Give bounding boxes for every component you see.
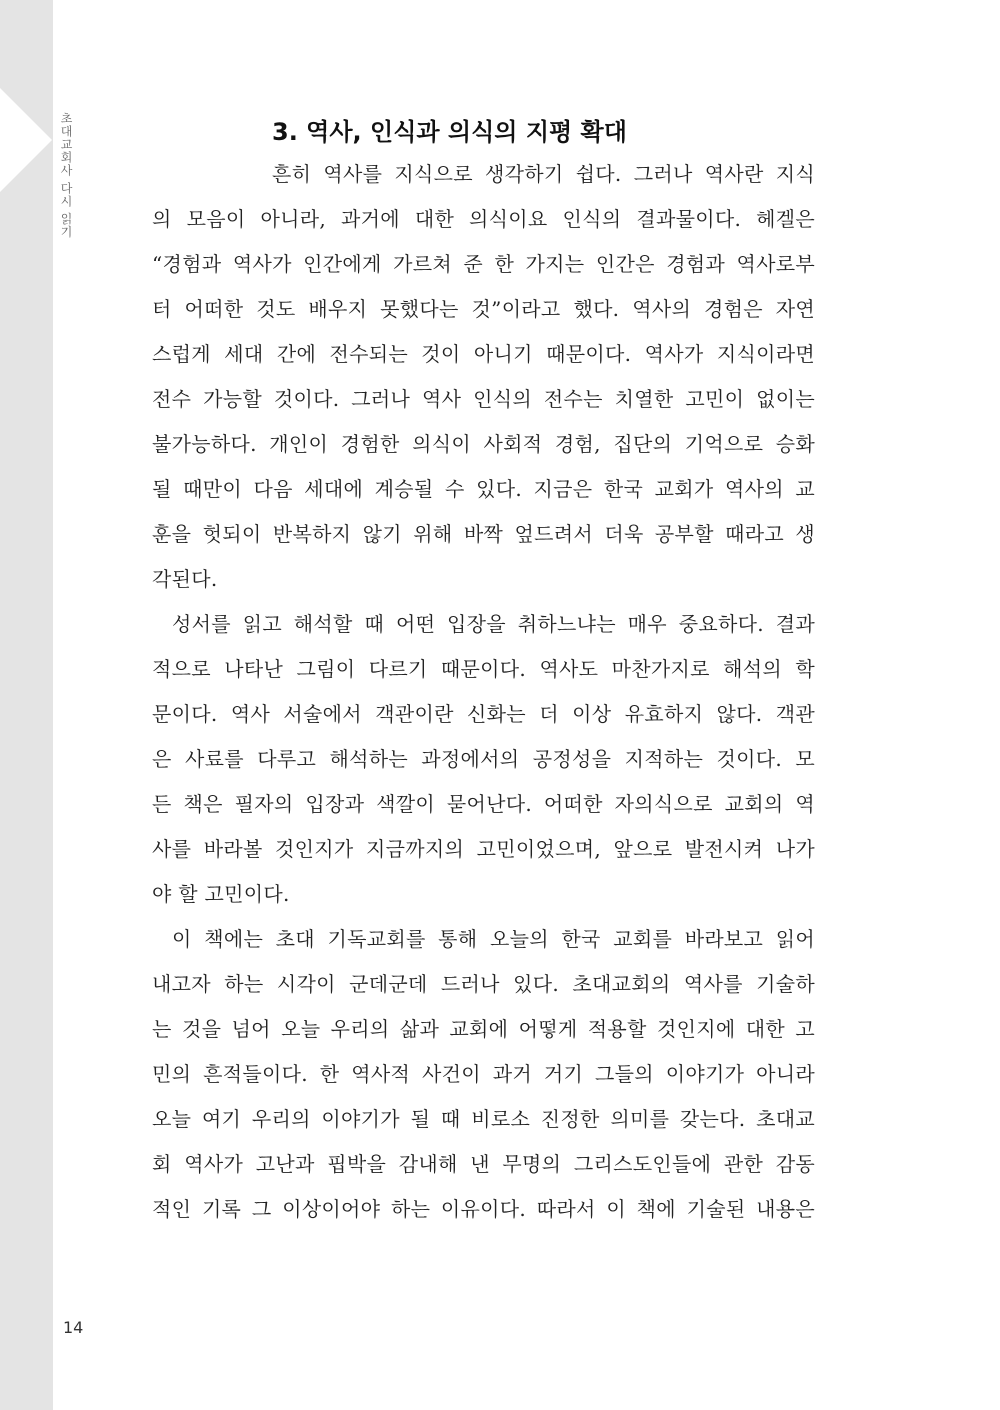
text-line: 은 사료를 다루고 해석하는 과정에서의 공정성을 지적하는 것이다. 모 bbox=[152, 747, 815, 771]
text-line: 야 할 고민이다. bbox=[152, 882, 290, 906]
text-line: 성서를 읽고 해석할 때 어떤 입장을 취하느냐는 매우 중요하다. 결과 bbox=[172, 612, 815, 636]
text-line: 스럽게 세대 간에 전수되는 것이 아니기 때문이다. 역사가 지식이라면 bbox=[152, 342, 815, 366]
text-line: 될 때만이 다음 세대에 계승될 수 있다. 지금은 한국 교회가 역사의 교 bbox=[152, 477, 815, 501]
text-line: 사를 바라볼 것인지가 지금까지의 고민이었으며, 앞으로 발전시켜 나가 bbox=[152, 837, 815, 861]
text-line: 문이다. 역사 서술에서 객관이란 신화는 더 이상 유효하지 않다. 객관 bbox=[152, 702, 815, 726]
text-line: 회 역사가 고난과 핍박을 감내해 낸 무명의 그리스도인들에 관한 감동 bbox=[152, 1152, 815, 1176]
text-line: 적으로 나타난 그림이 다르기 때문이다. 역사도 마찬가지로 해석의 학 bbox=[152, 657, 815, 681]
corner-tab-decoration bbox=[0, 88, 52, 192]
page-body bbox=[152, 112, 815, 1232]
text-line: 오늘 여기 우리의 이야기가 될 때 비로소 진정한 의미를 갖는다. 초대교 bbox=[152, 1107, 815, 1131]
page-number: 14 bbox=[63, 1318, 84, 1337]
text-line: 의 모음이 아니라, 과거에 대한 의식이요 인식의 결과물이다. 헤겔은 bbox=[152, 207, 815, 231]
text-line: 이 책에는 초대 기독교회를 통해 오늘의 한국 교회를 바라보고 읽어 bbox=[172, 927, 815, 951]
text-line: 각된다. bbox=[152, 567, 218, 591]
section-title: 3. 역사, 인식과 의식의 지평 확대 bbox=[272, 118, 627, 146]
text-line: 적인 기록 그 이상이어야 하는 이유이다. 따라서 이 책에 기술된 내용은 bbox=[152, 1197, 815, 1221]
text-line: 내고자 하는 시각이 군데군데 드러나 있다. 초대교회의 역사를 기술하 bbox=[152, 972, 815, 996]
margin-band bbox=[0, 0, 53, 1410]
paragraph-1 bbox=[152, 152, 815, 602]
text-line: “경험과 역사가 인간에게 가르쳐 준 한 가지는 인간은 경험과 역사로부 bbox=[152, 252, 815, 276]
text-line: 민의 흔적들이다. 한 역사적 사건이 과거 거기 그들의 이야기가 아니라 bbox=[152, 1062, 815, 1086]
text-line: 훈을 헛되이 반복하지 않기 위해 바짝 엎드려서 더욱 공부할 때라고 생 bbox=[152, 522, 815, 546]
text-line: 흔히 역사를 지식으로 생각하기 쉽다. 그러나 역사란 지식 bbox=[272, 162, 815, 186]
text-line: 불가능하다. 개인이 경험한 의식이 사회적 경험, 집단의 기억으로 승화 bbox=[152, 432, 815, 456]
text-line: 는 것을 넘어 오늘 우리의 삶과 교회에 어떻게 적용할 것인지에 대한 고 bbox=[152, 1017, 815, 1041]
running-title: 초대교회사 다시 읽기 bbox=[59, 112, 73, 239]
text-line: 든 책은 필자의 입장과 색깔이 묻어난다. 어떠한 자의식으로 교회의 역 bbox=[152, 792, 815, 816]
paragraph-2 bbox=[152, 602, 815, 917]
text-line: 전수 가능할 것이다. 그러나 역사 인식의 전수는 치열한 고민이 없이는 bbox=[152, 387, 815, 411]
paragraph-3 bbox=[152, 917, 815, 1232]
text-line: 터 어떠한 것도 배우지 못했다는 것”이라고 했다. 역사의 경험은 자연 bbox=[152, 297, 815, 321]
